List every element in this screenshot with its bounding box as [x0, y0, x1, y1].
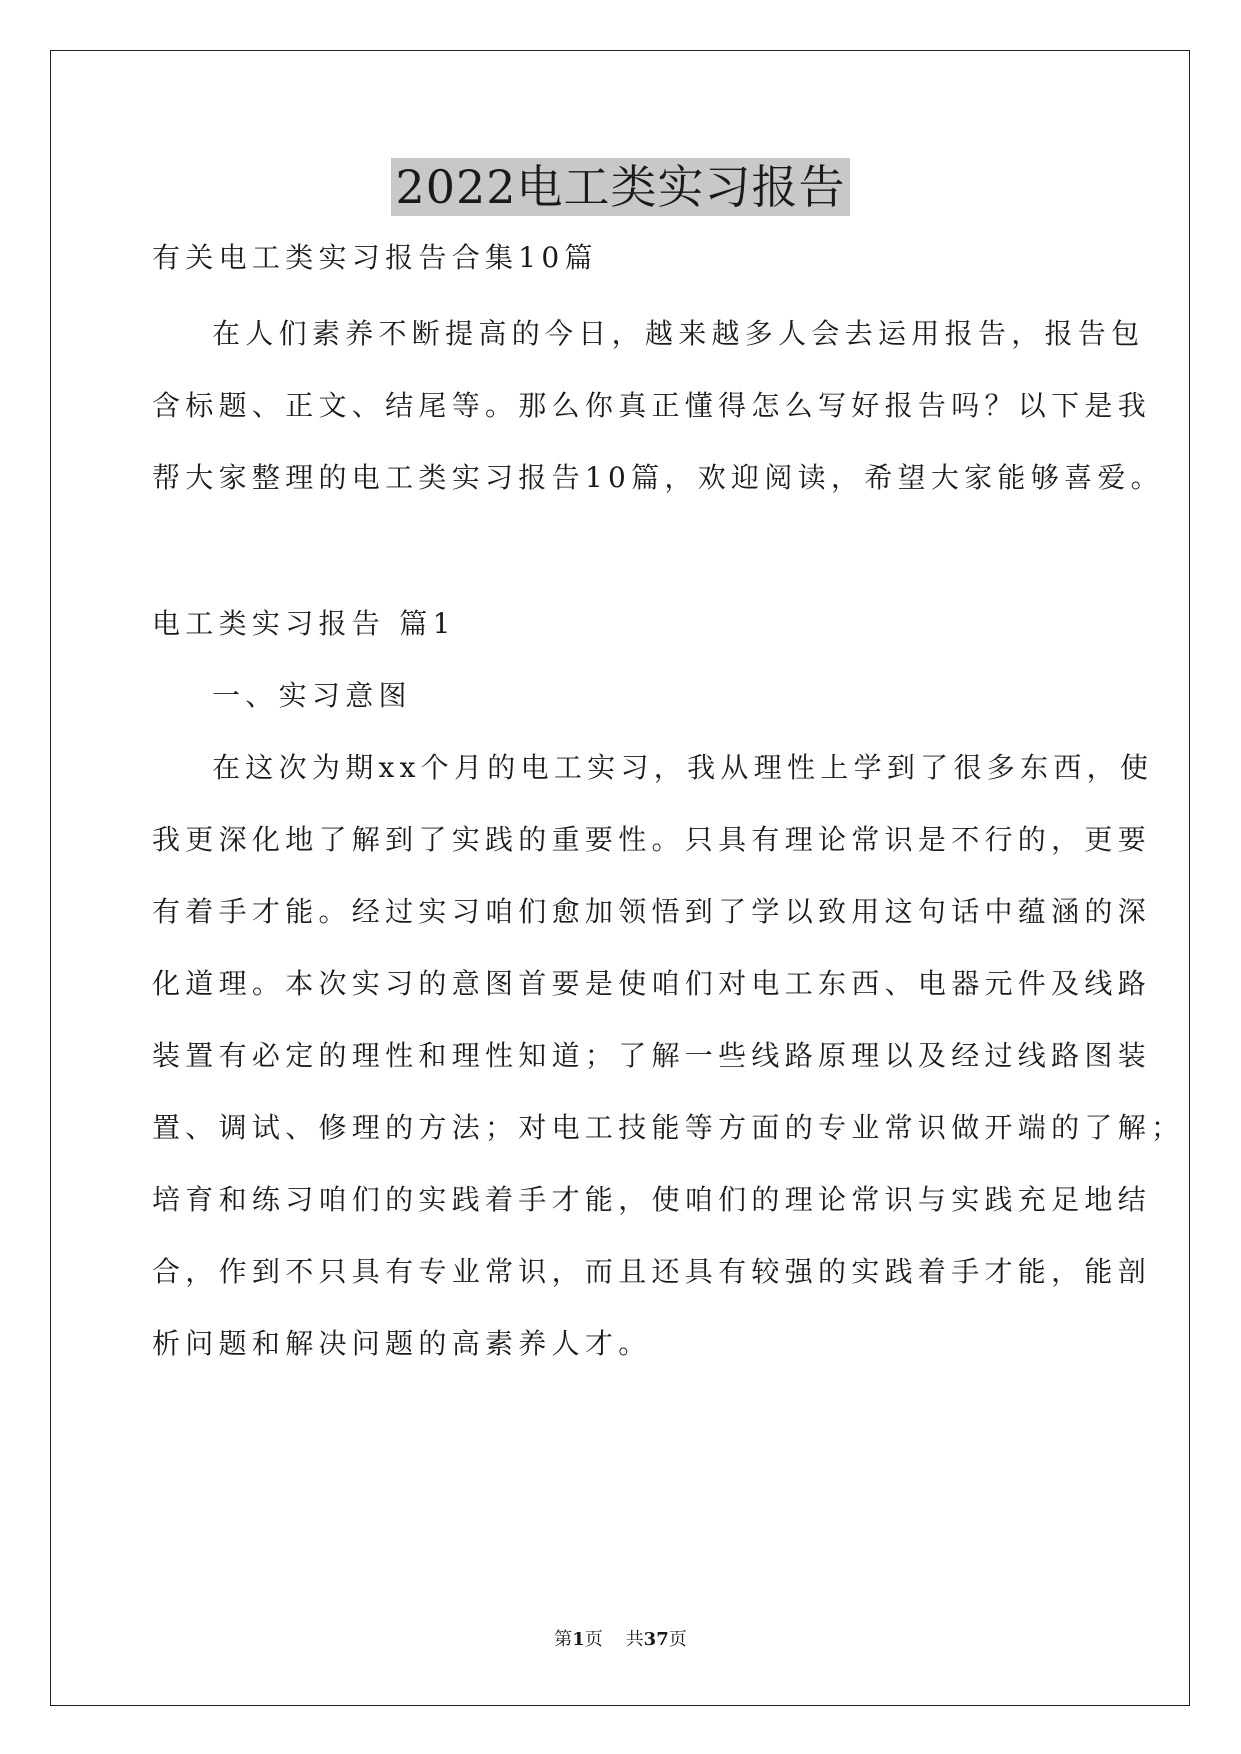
section-heading: 电工类实习报告 篇1: [152, 607, 456, 640]
body-line-4: 化道理。本次实习的意图首要是使咱们对电工东西、电器元件及线路: [152, 967, 1152, 1000]
subsection-heading: 一、实习意图: [212, 679, 412, 712]
document-subtitle: 有关电工类实习报告合集10篇: [152, 241, 598, 274]
body-line-5: 装置有必定的理性和理性知道；了解一些线路原理以及经过线路图装: [152, 1039, 1152, 1072]
total-label-suffix: 页: [668, 1629, 687, 1650]
page-label-suffix: 页: [584, 1629, 603, 1650]
total-pages: 37: [643, 1629, 669, 1650]
page-border: [50, 50, 1190, 1706]
page-number: 1: [572, 1629, 585, 1650]
total-label-prefix: 共: [625, 1629, 644, 1650]
document-title: 2022电工类实习报告: [391, 158, 849, 216]
intro-line-2: 含标题、正文、结尾等。那么你真正懂得怎么写好报告吗？以下是我: [152, 389, 1152, 422]
body-line-8: 合，作到不只具有专业常识，而且还具有较强的实践着手才能，能剖: [152, 1255, 1152, 1288]
page-label-prefix: 第: [554, 1629, 573, 1650]
intro-line-3: 帮大家整理的电工类实习报告10篇，欢迎阅读，希望大家能够喜爱。: [152, 461, 1164, 494]
body-line-7: 培育和练习咱们的实践着手才能，使咱们的理论常识与实践充足地结: [152, 1183, 1152, 1216]
body-line-3: 有着手才能。经过实习咱们愈加领悟到了学以致用这句话中蕴涵的深: [152, 895, 1152, 928]
body-line-1: 在这次为期xx个月的电工实习，我从理性上学到了很多东西，使: [212, 751, 1154, 784]
body-line-2: 我更深化地了解到了实践的重要性。只具有理论常识是不行的，更要: [152, 823, 1152, 856]
body-line-6: 置、调试、修理的方法；对电工技能等方面的专业常识做开端的了解；: [152, 1111, 1185, 1144]
title-container: [0, 158, 1241, 216]
body-line-9: 析问题和解决问题的高素养人才。: [152, 1327, 652, 1360]
page-footer: [0, 1628, 1241, 1652]
intro-line-1: 在人们素养不断提高的今日，越来越多人会去运用报告，报告包: [212, 317, 1145, 350]
